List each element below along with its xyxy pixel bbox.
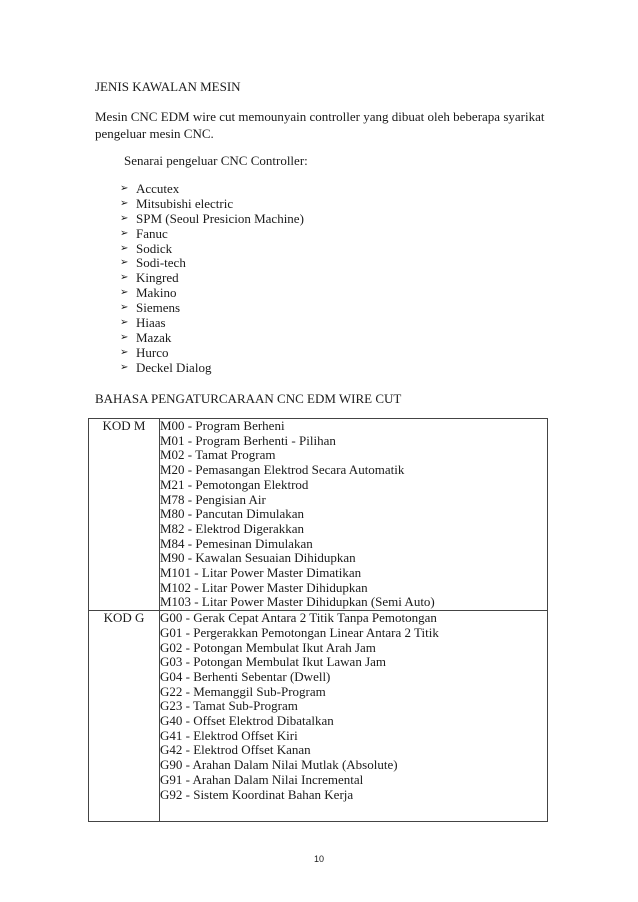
code-line: G92 - Sistem Koordinat Bahan Kerja — [160, 786, 354, 802]
list-item — [120, 242, 304, 257]
list-item — [120, 271, 304, 286]
manufacturer-name: Kingred — [136, 270, 179, 286]
code-line: G22 - Memanggil Sub-Program — [160, 683, 326, 699]
list-intro: Senarai pengeluar CNC Controller: — [124, 153, 308, 168]
arrow-bullet-icon: ➢ — [120, 287, 129, 299]
intro-paragraph: Mesin CNC EDM wire cut memounyain controller yang dibuat oleh beberapa syarikat pengeluar mesin CNC. — [95, 109, 545, 141]
manufacturer-name: Deckel Dialog — [136, 359, 212, 375]
code-line: M80 - Pancutan Dimulakan — [160, 506, 305, 522]
table-row — [89, 611, 548, 822]
code-line: M78 - Pengisian Air — [160, 491, 266, 507]
code-line: M101 - Litar Power Master Dimatikan — [160, 565, 362, 581]
code-line: G03 - Potongan Membulat Ikut Lawan Jam — [160, 654, 387, 670]
arrow-bullet-icon: ➢ — [120, 317, 129, 329]
manufacturer-name: Sodi-tech — [136, 255, 186, 271]
list-item — [120, 316, 304, 331]
manufacturer-name: Mazak — [136, 329, 172, 345]
code-list-cell — [160, 419, 548, 611]
list-item — [120, 182, 304, 197]
arrow-bullet-icon: ➢ — [120, 242, 129, 254]
manufacturer-name: Accutex — [136, 181, 180, 196]
section-heading-jenis-kawalan: JENIS KAWALAN MESIN — [95, 79, 241, 94]
code-line: G91 - Arahan Dalam Nilai Incremental — [160, 771, 364, 787]
list-item — [120, 346, 304, 361]
code-line: M00 - Program Berheni — [160, 418, 285, 433]
code-line: M21 - Pemotongan Elektrod — [160, 476, 309, 492]
code-line: M20 - Pemasangan Elektrod Secara Automatik — [160, 462, 405, 478]
code-line: M84 - Pemesinan Dimulakan — [160, 535, 313, 551]
manufacturer-name: Siemens — [136, 300, 181, 316]
code-type-cell: KOD M — [89, 419, 160, 611]
code-line: M01 - Program Berhenti - Pilihan — [160, 432, 336, 448]
code-type-cell: KOD G — [89, 611, 160, 822]
page-number: 10 — [313, 854, 324, 864]
code-line: G41 - Elektrod Offset Kiri — [160, 727, 298, 743]
code-line: M103 - Litar Power Master Dihidupkan (Semi Auto) — [160, 594, 435, 610]
manufacturer-name: Makino — [136, 285, 177, 301]
arrow-bullet-icon: ➢ — [120, 227, 129, 239]
code-line: M02 - Tamat Program — [160, 447, 276, 463]
arrow-bullet-icon: ➢ — [120, 272, 129, 284]
code-line: G23 - Tamat Sub-Program — [160, 698, 298, 714]
arrow-bullet-icon: ➢ — [120, 346, 129, 358]
code-line: M90 - Kawalan Sesuaian Dihidupkan — [160, 550, 356, 566]
list-item — [120, 256, 304, 271]
arrow-bullet-icon: ➢ — [120, 302, 129, 314]
arrow-bullet-icon: ➢ — [120, 361, 129, 373]
arrow-bullet-icon: ➢ — [120, 197, 129, 209]
code-line: G04 - Berhenti Sebentar (Dwell) — [160, 668, 331, 684]
manufacturer-name: Fanuc — [136, 225, 168, 241]
manufacturer-name: Sodick — [136, 240, 173, 256]
arrow-bullet-icon: ➢ — [120, 257, 129, 269]
code-line: G42 - Elektrod Offset Kanan — [160, 742, 311, 758]
list-item — [120, 227, 304, 242]
code-line: M82 - Elektrod Digerakkan — [160, 520, 305, 536]
table-row — [89, 419, 548, 611]
list-item — [120, 212, 304, 227]
code-list-cell — [160, 611, 548, 822]
manufacturer-name: Hiaas — [136, 315, 166, 331]
arrow-bullet-icon: ➢ — [120, 212, 129, 224]
code-line: M102 - Litar Power Master Dihidupkan — [160, 579, 368, 595]
list-item — [120, 301, 304, 316]
list-item — [120, 331, 304, 346]
manufacturer-list — [120, 182, 304, 376]
list-item — [120, 197, 304, 212]
section-heading-bahasa: BAHASA PENGATURCARAAN CNC EDM WIRE CUT — [95, 391, 402, 406]
code-line: G90 - Arahan Dalam Nilai Mutlak (Absolute) — [160, 757, 398, 773]
code-line: G40 - Offset Elektrod Dibatalkan — [160, 713, 334, 729]
list-item — [120, 286, 304, 301]
arrow-bullet-icon: ➢ — [120, 331, 129, 343]
code-line: G00 - Gerak Cepat Antara 2 Titik Tanpa Pemotongan — [160, 610, 437, 626]
manufacturer-name: Hurco — [136, 344, 169, 360]
code-line: G02 - Potongan Membulat Ikut Arah Jam — [160, 639, 376, 655]
manufacturer-name: Mitsubishi electric — [136, 195, 234, 211]
code-table — [88, 418, 548, 822]
list-item — [120, 361, 304, 376]
code-line: G01 - Pergerakkan Pemotongan Linear Antara 2 Titik — [160, 624, 439, 640]
manufacturer-name: SPM (Seoul Presicion Machine) — [136, 210, 304, 226]
arrow-bullet-icon: ➢ — [120, 183, 129, 194]
